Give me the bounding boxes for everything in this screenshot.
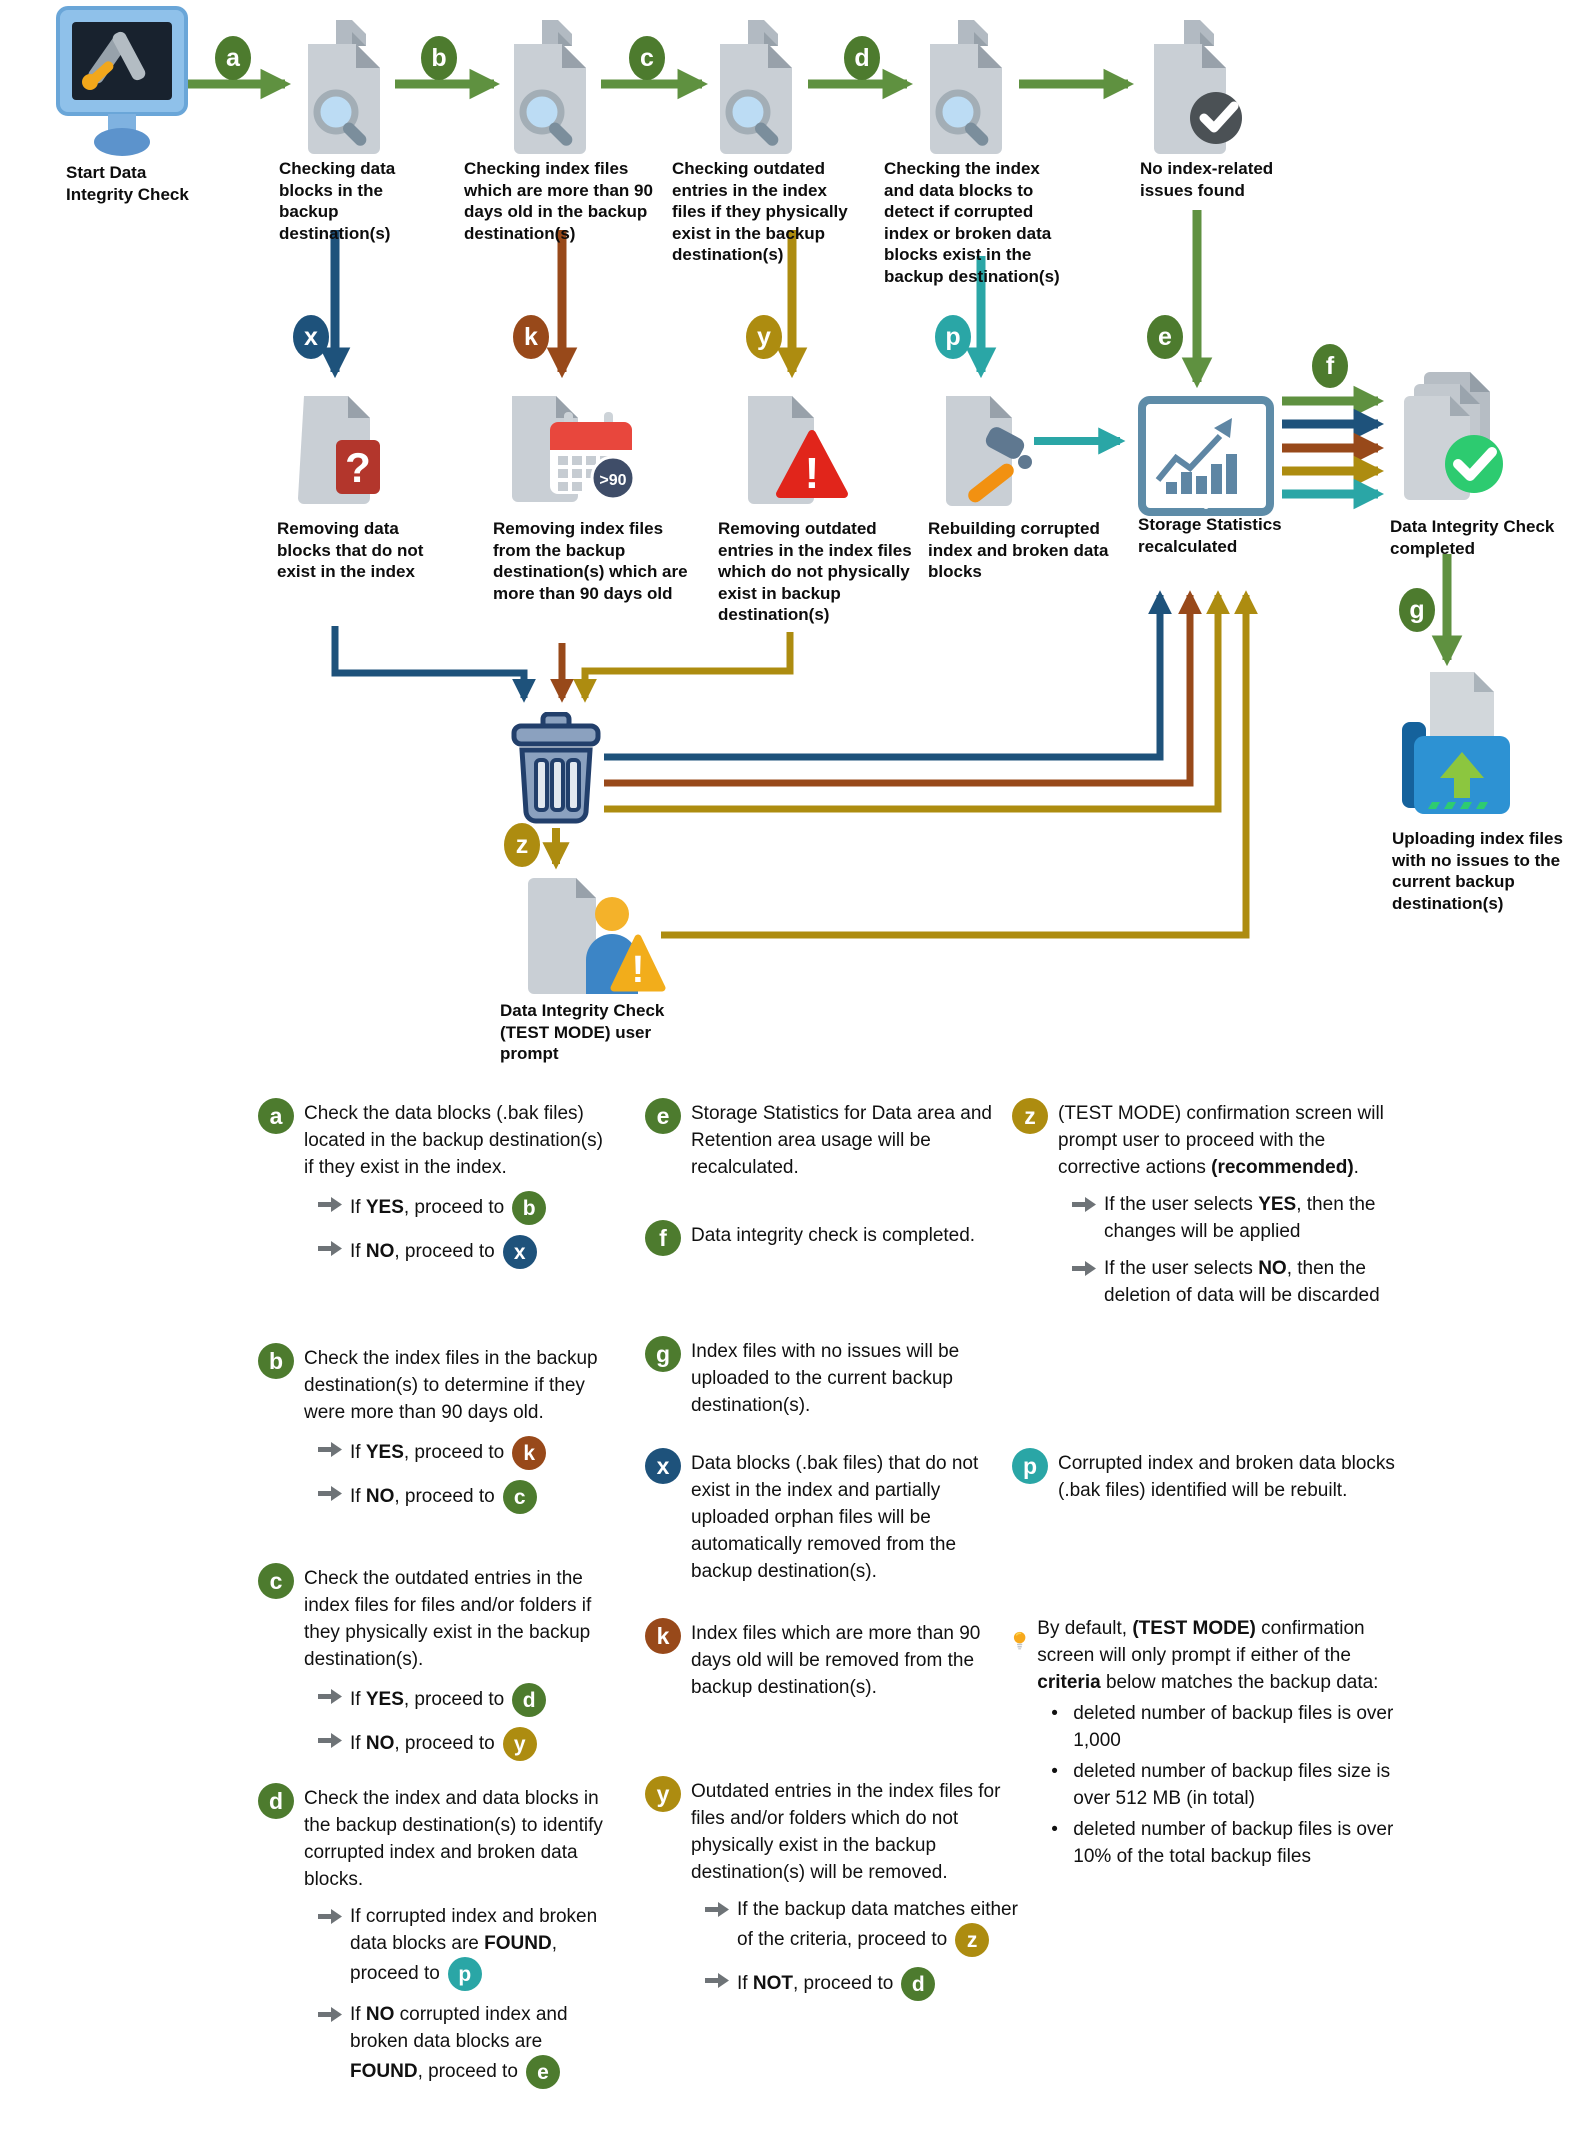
legend-item-b [258,1345,603,1514]
legend-bullet: If NOT, proceed to d [705,1967,1020,2001]
label-stats: Storage Statistics recalculated [1138,515,1282,556]
arrow-right-icon [318,1240,342,1257]
legend-item-p [1012,1450,1412,1504]
legend-target-badge-k: k [512,1436,546,1470]
label-check-data: Checking data blocks in the backup destination(s) [279,159,396,243]
legend-target-badge-p: p [448,1957,482,1991]
document-question-icon [296,388,384,508]
badge-y: y [746,315,782,359]
legend-target-badge-b: b [512,1191,546,1225]
legend-badge-x: x [645,1448,681,1484]
legend-bullet: If NO, proceed to x [318,1235,603,1269]
legend-item-a [258,1100,603,1269]
legend-item-y [645,1778,1020,2001]
legend-text-p: Corrupted index and broken data blocks (.bak files) identified will be rebuilt. [1058,1453,1395,1501]
legend-text-x: Data blocks (.bak files) that do not exist in the index and partially uploaded orphan files will be automatically removed from the backup destination(s). [691,1453,979,1582]
arrow-right-icon [318,1441,342,1458]
label-check-corrupted: Checking the index and data blocks to detect if corrupted index or broken data blocks exist in the backup destination(s) [884,159,1060,286]
label-prompt: Data Integrity Check (TEST MODE) user prompt [500,1001,665,1063]
folder-upload-icon [1396,670,1516,822]
legend-item-f [645,1222,1005,1256]
badge-k: k [513,315,549,359]
trash-icon [506,712,606,826]
legend-badge-y: y [645,1776,681,1812]
badge-z: z [504,823,540,867]
legend-bullet: If the user selects NO, then the deletion of data will be discarded [1072,1255,1412,1309]
legend-badge-c: c [258,1563,294,1599]
badge-e: e [1147,315,1183,359]
arrow-right-icon [705,1972,729,1989]
computer-tools-icon [52,6,192,158]
legend-bullet: If YES, proceed to b [318,1191,603,1225]
legend-badge-b: b [258,1343,294,1379]
badge-d: d [844,36,880,80]
legend-item-e [645,1100,1005,1181]
label-check-outdated: Checking outdated entries in the index files if they physically exist in the backup destination(s) [672,159,848,264]
legend-item-x [645,1450,1020,1585]
legend-target-badge-d: d [901,1967,935,2001]
legend-badge-p: p [1012,1448,1048,1484]
legend-target-badge-y: y [503,1727,537,1761]
arrow-right-icon [318,1732,342,1749]
legend-badge-a: a [258,1098,294,1134]
legend-bullet: If NO, proceed to c [318,1480,603,1514]
arrow-right-icon [318,1688,342,1705]
label-check-index: Checking index files which are more than 90 days old in the backup destination(s) [464,159,653,243]
arrow-right-icon [318,2006,342,2023]
label-remove-k: Removing index files from the backup destination(s) which are more than 90 days old [493,519,688,603]
label-start: Start Data Integrity Check [66,163,189,204]
svg-text:!: ! [631,949,645,991]
arrow-right-icon [318,1485,342,1502]
label-no-issues: No index-related issues found [1140,159,1274,200]
label-remove-y: Removing outdated entries in the index files which do not physically exist in backup destination(s) [718,519,912,624]
document-search-icon [296,16,392,156]
svg-text:!: ! [804,449,820,498]
arrow-right-icon [1072,1260,1096,1277]
legend-bullet: If NO corrupted index and broken data blocks are FOUND, proceed to e [318,2001,603,2089]
legend-tip-item: • deleted number of backup files is over 10% of the total backup files [1051,1819,1394,1867]
document-search-icon [502,16,598,156]
legend-bullet: If YES, proceed to d [318,1683,603,1717]
legend-badge-f: f [645,1220,681,1256]
arrow-right-icon [1072,1196,1096,1213]
document-search-icon [918,16,1014,156]
legend-bullet: If the user selects YES, then the changes will be applied [1072,1191,1412,1245]
legend-text-e: Storage Statistics for Data area and Retention area usage will be recalculated. [691,1103,992,1178]
legend-target-badge-d: d [512,1683,546,1717]
label-completed: Data Integrity Check completed [1390,517,1555,558]
badge-x: x [293,315,329,359]
legend-tip-text: By default, (TEST MODE) confirmation screen will only prompt if either of the criteria below matches the backup data: • deleted number of backup files is over 1,000 • deleted number of backup files size is over 512 MB (in total) • deleted number of backup files is over 10% of the total backup files [1037,1615,1417,1870]
legend-text-y: Outdated entries in the index files for files and/or folders which do not physically exist in the backup destination(s) will be removed. If the backup data matches either of the criteria, proceed to z If NOT, proceed to d [691,1778,1020,2001]
documents-check-icon [1398,368,1518,512]
legend-target-badge-c: c [503,1480,537,1514]
badge-p: p [935,315,971,359]
legend-badge-z: z [1012,1098,1048,1134]
calendar-90-label: >90 [599,472,627,489]
arrow-right-icon [318,1908,342,1925]
legend-badge-k: k [645,1618,681,1654]
legend-tip-item: • deleted number of backup files size is over 512 MB (in total) [1051,1761,1391,1809]
legend-text-c: Check the outdated entries in the index files for files and/or folders if they physically exist in the backup destination(s). If YES, proceed to d If NO, proceed to y [304,1565,603,1761]
document-hammer-icon [938,388,1038,512]
badge-f: f [1312,344,1348,388]
document-calendar-90-icon [508,388,640,510]
statistics-monitor-icon [1138,396,1274,520]
legend-tip [1012,1615,1417,1870]
badge-a: a [215,36,251,80]
legend-bullet: If NO, proceed to y [318,1727,603,1761]
arrow-right-icon [705,1901,729,1918]
legend-target-badge-x: x [503,1235,537,1269]
legend-text-k: Index files which are more than 90 days old will be removed from the backup destination(s). [691,1623,981,1698]
legend-badge-d: d [258,1783,294,1819]
document-search-icon [708,16,804,156]
legend-item-g [645,1338,1005,1419]
badge-g: g [1399,588,1435,632]
document-alert-icon [736,388,850,508]
legend-text-f: Data integrity check is completed. [691,1225,976,1246]
legend-bullet: If corrupted index and broken data blocks are FOUND, proceed to p [318,1903,603,1991]
label-remove-x: Removing data blocks that do not exist in the index [277,519,424,581]
legend-text-g: Index files with no issues will be uploaded to the current backup destination(s). [691,1341,960,1416]
legend-item-z [1012,1100,1412,1309]
badge-b: b [421,36,457,80]
label-upload: Uploading index files with no issues to the current backup destination(s) [1392,829,1563,913]
legend-text-a: Check the data blocks (.bak files) located in the backup destination(s) if they exist in the index. If YES, proceed to b If NO, proceed to x [304,1100,603,1269]
legend-text-z: (TEST MODE) confirmation screen will prompt user to proceed with the corrective actions (recommended). If the user selects YES, then the changes will be applied If the user selects NO, then the deletion of data will be discarded [1058,1100,1412,1309]
legend-item-c [258,1565,603,1761]
legend-tip-item: • deleted number of backup files is over 1,000 [1051,1703,1394,1751]
legend-bullet: If the backup data matches either of the criteria, proceed to z [705,1896,1020,1957]
legend-target-badge-e: e [526,2055,560,2089]
legend-target-badge-z: z [955,1923,989,1957]
legend-badge-e: e [645,1098,681,1134]
arrow-right-icon [318,1196,342,1213]
legend-item-d [258,1785,603,2089]
legend-text-d: Check the index and data blocks in the backup destination(s) to identify corrupted index and broken data blocks. If corrupted index and broken data blocks are FOUND, proceed to p If NO corrupted index and broken data blocks are FOUND, proceed to e [304,1785,603,2089]
badge-c: c [629,36,665,80]
lightbulb-icon [1012,1615,1027,1667]
document-user-warning-icon [524,874,666,1000]
label-rebuild: Rebuilding corrupted index and broken data blocks [928,519,1109,581]
svg-text:?: ? [345,444,371,491]
legend-text-b: Check the index files in the backup destination(s) to determine if they were more than 90 days old. If YES, proceed to k If NO, proceed to c [304,1345,603,1514]
document-check-icon [1140,16,1244,156]
legend-badge-g: g [645,1336,681,1372]
legend-bullet: If YES, proceed to k [318,1436,603,1470]
legend-item-k [645,1620,1020,1701]
